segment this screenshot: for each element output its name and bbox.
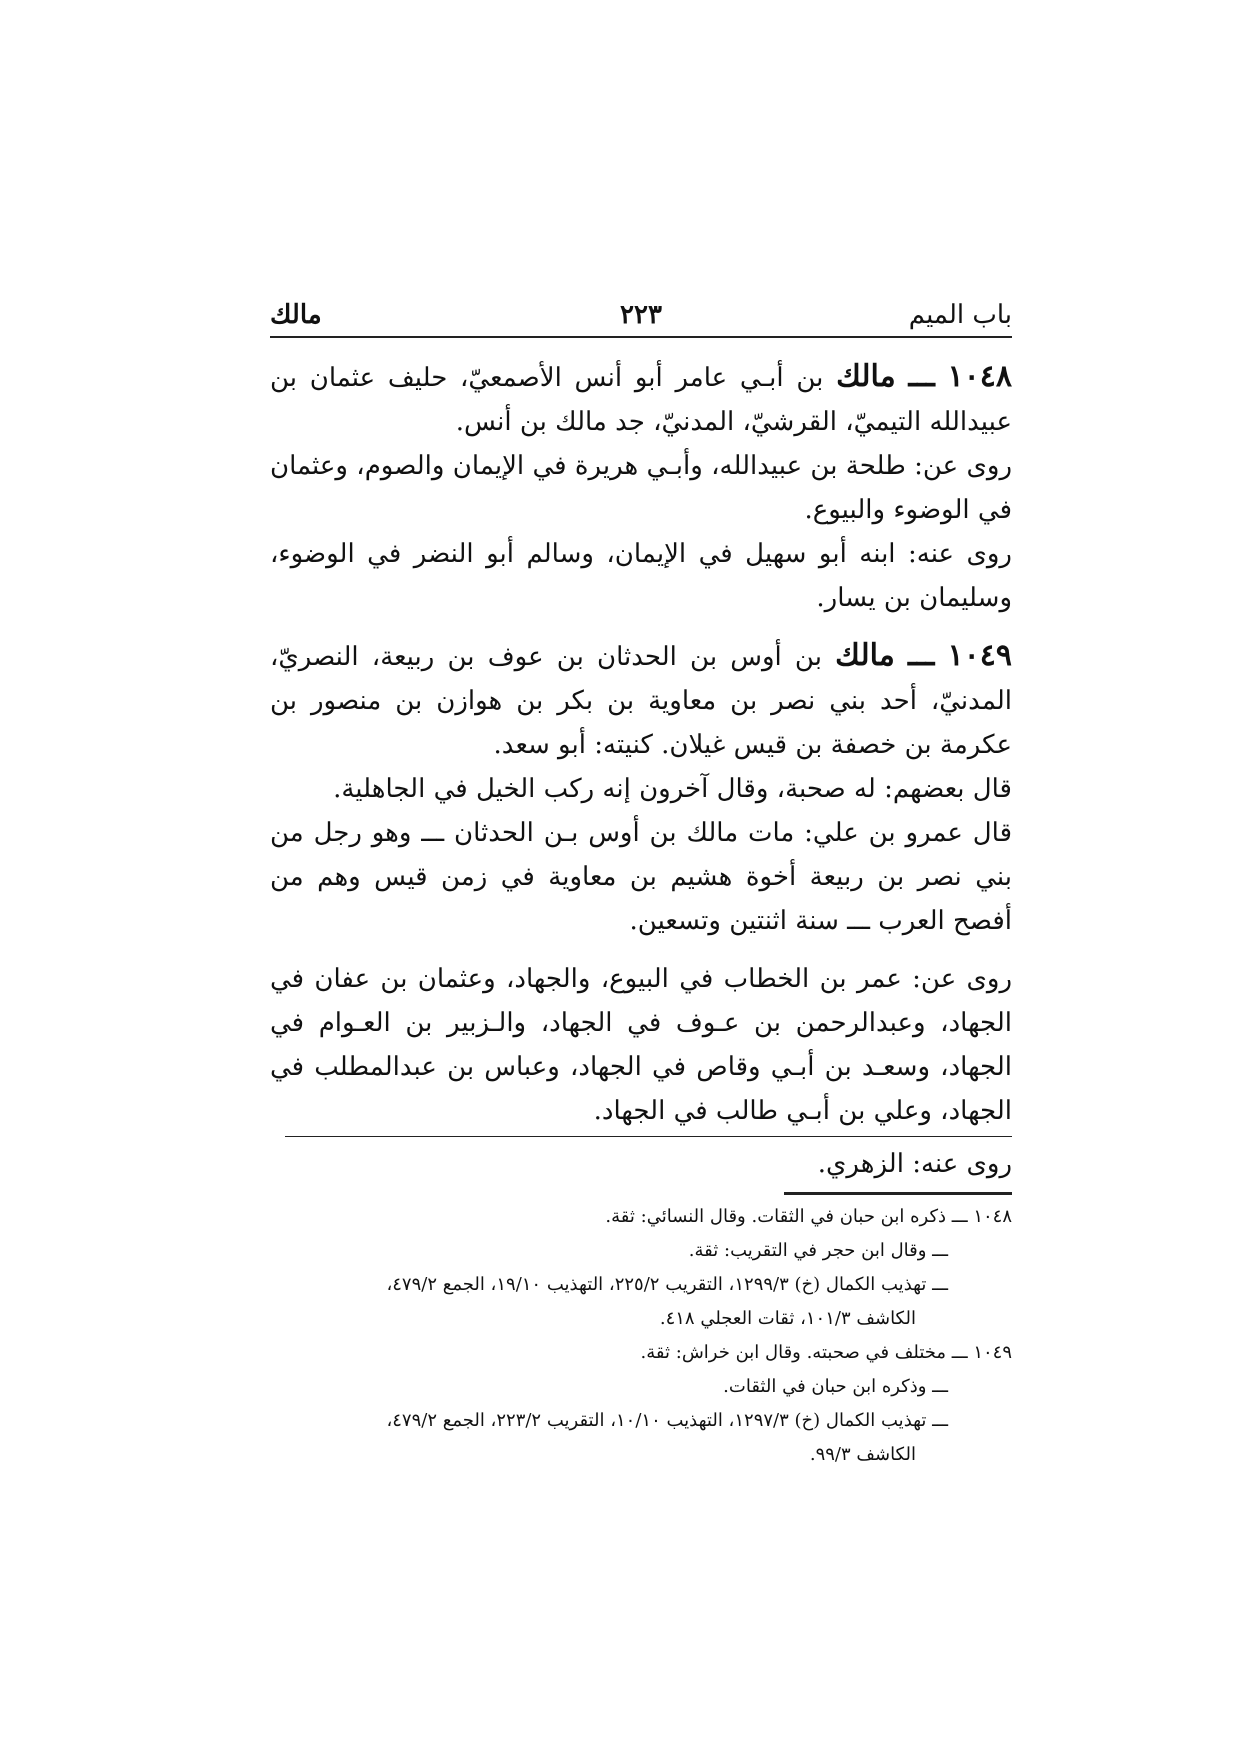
- entry-intro-text: بن أوس بن الحدثان بن عوف بن ربيعة، النصريّ، المدنيّ، أحد بني نصر بن معاوية بن بكر بن هوازن بن منصور بن عكرمة بن خصفة بن قيس غيلان. كنيته: أبو سعد.: [270, 642, 1012, 760]
- footnote-line: ـــ تهذيب الكمال (خ) ١٢٩٩/٣، التقريب ٢٢٥/٢، التهذيب ١٩/١٠، الجمع ٤٧٩/٢،: [386, 1274, 948, 1295]
- footnote-line: ـــ وقال ابن حجر في التقريب: ثقة.: [688, 1240, 948, 1261]
- entry-number: ١٠٤٨: [947, 359, 1012, 394]
- entry-number: ١٠٤٩: [947, 638, 1012, 673]
- header-entry-name: مالك: [270, 300, 322, 330]
- entry-1049: [270, 634, 1012, 1133]
- footnote-line: ـــ تهذيب الكمال (خ) ١٢٩٧/٣، التهذيب ١٠/١٠، التقريب ٢٢٣/٢، الجمع ٤٧٩/٢،: [386, 1410, 948, 1431]
- continuation-divider: [285, 1136, 1012, 1137]
- narrated-by: روى عنه: ابنه أبو سهيل في الإيمان، وسالم أبو النضر في الوضوء، وسليمان بن يسار.: [270, 539, 1012, 613]
- entry-intro: [270, 634, 1012, 767]
- narrated-from: روى عن: طلحة بن عبيدالله، وأبـي هريرة في الإيمان والصوم، وعثمان في الوضوء والبيوع.: [270, 451, 1012, 525]
- footnote-line: الكاشف ٩٩/٣.: [809, 1444, 916, 1465]
- entry-name: مالك: [835, 638, 895, 673]
- entry-intro: [270, 355, 1012, 444]
- entry-dash: ـــ: [908, 359, 935, 394]
- footnote-line: ـــ وذكره ابن حبان في الثقات.: [723, 1376, 948, 1397]
- narrated-from: روى عن: عمر بن الخطاب في البيوع، والجهاد، وعثمان بن عفان في الجهاد، وعبدالرحمن بن عـوف في الجهاد، والـزبير بن العـوام في الجهاد، وسعـد بن أبـي وقاص في الجهاد، وعباس بن عبدالمطلب في الجهاد، وعلي بن أبـي طالب في الجهاد.: [270, 964, 1012, 1126]
- footnote-line: ١٠٤٨ ـــ ذكره ابن حبان في الثقات. وقال النسائي: ثقة.: [605, 1206, 1012, 1227]
- death-paragraph: قال عمرو بن علي: مات مالك بن أوس بـن الحدثان ـــ وهو رجل من بني نصر بن ربيعة أخوة هشيم بن معاوية في زمن قيس وهم من أفصح العرب ـــ سنة اثنتين وتسعين.: [270, 818, 1012, 936]
- entry-name: مالك: [836, 359, 896, 394]
- main-text: [270, 355, 1012, 1133]
- footnotes: [270, 1200, 1012, 1472]
- footnote-line: الكاشف ١٠١/٣، ثقات العجلي ٤١٨.: [659, 1308, 916, 1329]
- entry-1048: [270, 355, 1012, 620]
- footnote-line: ١٠٤٩ ـــ مختلف في صحبته. وقال ابن خراش: ثقة.: [640, 1342, 1012, 1363]
- entry-dash: ـــ: [907, 638, 935, 673]
- page-number: ٢٢٣: [620, 300, 662, 330]
- chapter-title: باب الميم: [908, 300, 1012, 330]
- header-divider: [270, 336, 1012, 338]
- running-header: [270, 300, 1012, 334]
- narrated-by: روى عنه: الزهري.: [817, 1149, 1012, 1179]
- footnote-divider: [784, 1192, 1012, 1195]
- entry-intro-text: بن أبـي عامر أبو أنس الأصمعيّ، حليف عثمان بن عبيدالله التيميّ، القرشيّ، المدنيّ، جد مالك بن أنس.: [270, 363, 1012, 437]
- opinion-paragraph: قال بعضهم: له صحبة، وقال آخرون إنه ركب الخيل في الجاهلية.: [333, 774, 1012, 804]
